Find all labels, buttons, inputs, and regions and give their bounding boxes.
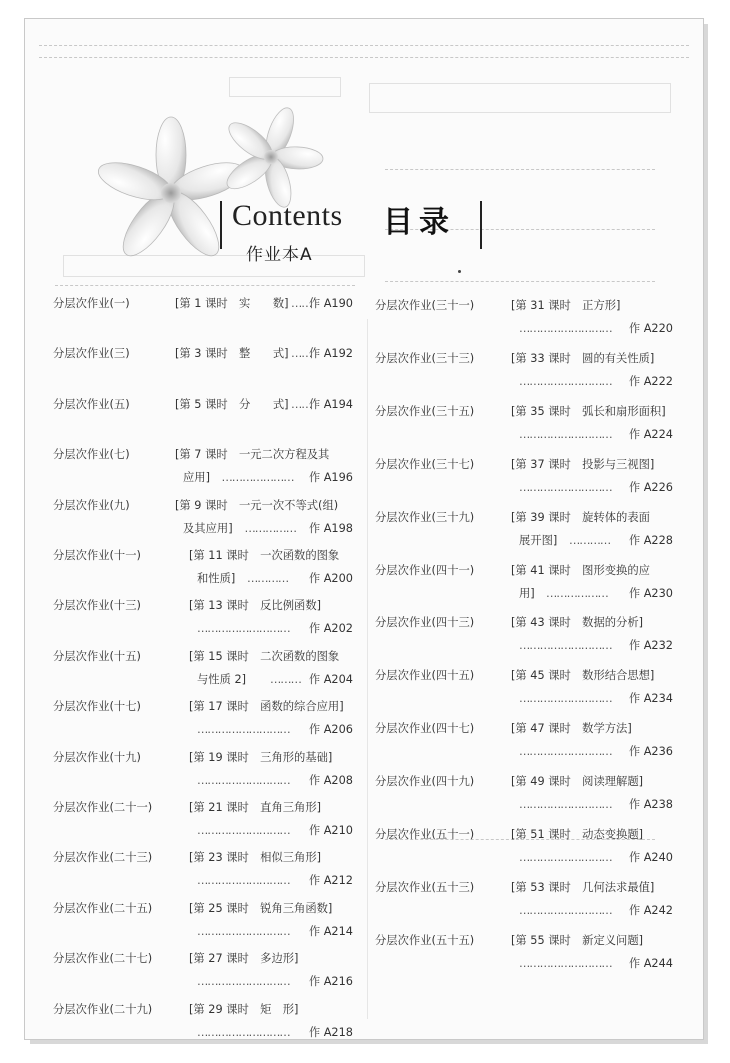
toc-entry[interactable] (53, 549, 353, 589)
toc-entry-title: 分层次作业(五十一) (375, 828, 475, 841)
toc-entry[interactable] (53, 650, 353, 690)
toc-entry-lesson: [第 45 课时 数形结合思想] (511, 669, 655, 683)
dot-leader: ……………………… (197, 622, 290, 636)
toc-entry-lesson: [第 49 课时 阅读理解题] (511, 775, 644, 789)
dot-leader: ………… (569, 533, 611, 547)
dot-leader: ……………… (546, 586, 608, 600)
toc-entry-title: 分层次作业(三) (53, 347, 130, 361)
dot-leader: ……………………… (519, 427, 612, 441)
toc-entry-title: 分层次作业(四十九) (375, 775, 475, 789)
toc-entry-page: 作 A216 (308, 975, 353, 989)
toc-entry-title: 分层次作业(四十七) (375, 722, 475, 736)
toc-entry-page: 作 A206 (308, 723, 353, 737)
toc-entry-title: 分层次作业(十五) (53, 649, 141, 663)
toc-entry-page: 作 A238 (628, 798, 673, 812)
toc-entry[interactable] (375, 722, 673, 762)
mulu-heading: 目录 (383, 205, 455, 240)
toc-entry[interactable] (53, 1003, 353, 1040)
toc-entry-page: 作 A236 (628, 745, 673, 759)
title-divider-left (220, 201, 222, 249)
toc-entry-title: 分层次作业(十九) (53, 750, 141, 764)
toc-entry[interactable] (53, 751, 353, 791)
toc-entry-lesson-cont: 用] (519, 586, 535, 600)
toc-entry-lesson: [第 1 课时 实 数] (175, 297, 289, 310)
toc-entry-page: 作 A232 (628, 639, 673, 653)
ghost-rule (39, 45, 689, 46)
toc-entry-page: 作 A204 (308, 672, 353, 686)
toc-entry-page: 作 A224 (628, 427, 673, 441)
toc-entry-page: 作 A202 (308, 622, 353, 636)
toc-entry-title: 分层次作业(七) (53, 448, 130, 462)
toc-entry-lesson: [第 53 课时 几何法求最值] (511, 880, 655, 894)
toc-entry-lesson: [第 31 课时 正方形] (511, 299, 621, 312)
dot-leader: ………… (247, 572, 289, 585)
toc-entry-lesson: [第 33 课时 圆的有关性质] (511, 351, 655, 365)
toc-entry-lesson: [第 15 课时 二次函数的图象 (189, 649, 340, 663)
toc-entry[interactable] (375, 669, 673, 709)
toc-entry-page: 作 A214 (308, 924, 353, 938)
toc-entry-page: 作 A196 (308, 471, 353, 485)
toc-entry-page: 作 A244 (628, 956, 673, 970)
toc-entry-lesson: [第 55 课时 新定义问题] (511, 933, 644, 947)
toc-entry[interactable] (53, 851, 353, 891)
toc-entry-lesson: [第 43 课时 数据的分析] (511, 616, 644, 630)
toc-entry-lesson: [第 27 课时 多边形] (189, 952, 299, 966)
title-divider-right (480, 201, 482, 249)
toc-entry-title: 分层次作业(十七) (53, 700, 141, 714)
toc-entry-title: 分层次作业(四十一) (375, 563, 475, 577)
toc-entry-lesson: [第 17 课时 函数的综合应用] (189, 700, 344, 714)
toc-entry-lesson-cont: 及其应用] (183, 521, 233, 535)
toc-entry-title: 分层次作业(二十五) (53, 901, 153, 915)
ghost-box (369, 83, 671, 113)
ghost-rule (385, 281, 655, 282)
toc-entry-title: 分层次作业(三十一) (375, 299, 475, 312)
toc-entry-lesson-cont: 应用] (183, 471, 211, 485)
toc-entry-lesson: [第 25 课时 锐角三角函数] (189, 901, 333, 915)
toc-entry[interactable] (53, 952, 353, 992)
toc-entry-title: 分层次作业(四十三) (375, 616, 475, 630)
toc-entry-page: 作 A220 (628, 322, 673, 335)
dot-leader: ……………………… (519, 851, 612, 864)
toc-entry[interactable] (53, 801, 353, 841)
toc-entry-lesson: [第 19 课时 三角形的基础] (189, 750, 333, 764)
dot-leader: ……………………… (519, 639, 612, 653)
toc-entry[interactable] (53, 700, 353, 740)
toc-entry-title: 分层次作业(五十三) (375, 880, 475, 894)
toc-entry-page: 作 A228 (628, 533, 673, 547)
toc-entry-lesson: [第 51 课时 动态变换题] (511, 828, 644, 841)
toc-entry-title: 分层次作业(九) (53, 498, 130, 512)
toc-entry-page: 作 A230 (628, 586, 673, 600)
document-page (24, 18, 704, 1040)
dot-leader: …… (291, 397, 312, 411)
toc-entry-page: 作 A240 (628, 851, 673, 864)
toc-entry-title: 分层次作业(二十一) (53, 801, 153, 814)
toc-entry-lesson: [第 21 课时 直角三角形] (189, 801, 322, 814)
toc-entry-page: 作 A198 (308, 521, 353, 535)
toc-entry-title: 分层次作业(五十五) (375, 933, 475, 947)
dot-leader: ……………………… (197, 874, 290, 888)
toc-entry-page: 作 A234 (628, 692, 673, 706)
column-divider (367, 319, 368, 1019)
toc-entry-lesson: [第 13 课时 反比例函数] (189, 599, 322, 613)
toc-entry-page: 作 A218 (308, 1025, 353, 1039)
dot-leader: ……………………… (519, 692, 612, 706)
toc-entry-lesson-cont: 与性质 2] (197, 672, 247, 686)
toc-entry-title: 分层次作业(二十七) (53, 952, 153, 966)
toc-entry-title: 分层次作业(二十三) (53, 851, 153, 865)
toc-entry-lesson: [第 9 课时 一元一次不等式(组) (175, 498, 339, 512)
toc-entry[interactable] (375, 299, 673, 339)
dot-leader: ……………………… (519, 374, 612, 388)
toc-entry-lesson: [第 29 课时 矩 形] (189, 1002, 299, 1016)
toc-entry-title: 分层次作业(二十九) (53, 1002, 153, 1016)
ghost-rule (385, 169, 655, 170)
toc-entry-page: 作 A212 (308, 874, 353, 888)
dot-leader: …… (291, 297, 312, 310)
toc-entry-page: 作 A190 (308, 297, 353, 310)
toc-entry-lesson: [第 37 课时 投影与三视图] (511, 457, 655, 471)
dot-leader: ……………………… (519, 903, 612, 917)
toc-entry[interactable] (375, 934, 673, 974)
toc-entry-title: 分层次作业(十三) (53, 599, 141, 613)
toc-entry[interactable] (53, 398, 353, 438)
toc-entry-lesson: [第 47 课时 数学方法] (511, 722, 632, 736)
ghost-box (229, 77, 341, 97)
toc-entry-lesson-cont: 展开图] (519, 533, 558, 547)
dot-leader: ……………………… (197, 773, 290, 787)
ghost-rule (39, 57, 689, 58)
toc-entry-page: 作 A200 (308, 572, 353, 585)
dot-leader: ……………………… (197, 824, 290, 837)
toc-entry-title: 分层次作业(三十九) (375, 510, 475, 524)
dot-leader: ……… (270, 672, 301, 686)
toc-entry[interactable] (375, 775, 673, 815)
toc-entry[interactable] (375, 352, 673, 392)
toc-entry-lesson: [第 39 课时 旋转体的表面 (511, 510, 650, 524)
toc-entry-lesson-cont: 和性质] (197, 572, 236, 585)
toc-entry[interactable] (53, 499, 353, 539)
toc-entry-title: 分层次作业(一) (53, 297, 130, 310)
toc-entry[interactable] (375, 458, 673, 498)
homework-subtitle: 作业本A (246, 245, 313, 265)
dot-leader: …… (291, 347, 312, 361)
toc-entry[interactable] (375, 616, 673, 656)
dot-leader: ……………………… (519, 322, 612, 335)
toc-entry-lesson: [第 41 课时 图形变换的应 (511, 563, 650, 577)
toc-entry-lesson: [第 5 课时 分 式] (175, 397, 289, 411)
dot-leader: ……………………… (519, 956, 612, 970)
toc-entry-page: 作 A210 (308, 824, 353, 837)
toc-entry[interactable] (53, 448, 353, 488)
dot-leader: ……………………… (519, 480, 612, 494)
dot-leader: ……………………… (197, 975, 290, 989)
toc-entry[interactable] (375, 405, 673, 445)
toc-entry[interactable] (53, 902, 353, 942)
toc-entry-title: 分层次作业(四十五) (375, 669, 475, 683)
toc-entry[interactable] (375, 564, 673, 604)
toc-entry[interactable] (375, 511, 673, 551)
toc-entry-title: 分层次作业(三十五) (375, 404, 475, 418)
toc-entry-page: 作 A226 (628, 480, 673, 494)
toc-entry[interactable] (375, 828, 673, 868)
toc-entry-title: 分层次作业(五) (53, 397, 130, 411)
toc-entry-page: 作 A222 (628, 374, 673, 388)
dot-leader: ………………… (221, 471, 294, 485)
toc-entry-title: 分层次作业(三十七) (375, 457, 475, 471)
toc-entry[interactable] (375, 881, 673, 921)
toc-entry-page: 作 A242 (628, 903, 673, 917)
dot-leader: ……………………… (519, 745, 612, 759)
dot-leader: ……………………… (197, 723, 290, 737)
toc-entry-lesson: [第 23 课时 相似三角形] (189, 851, 322, 865)
toc-entry-lesson: [第 35 课时 弧长和扇形面积] (511, 404, 666, 418)
toc-entry-lesson: [第 11 课时 一次函数的图象 (189, 549, 340, 562)
dot-leader: ……………………… (197, 1025, 290, 1039)
toc-entry-page: 作 A208 (308, 773, 353, 787)
ink-dot (458, 270, 461, 273)
toc-entry-page: 作 A194 (308, 397, 353, 411)
contents-word: Contents (232, 199, 343, 232)
toc-entry[interactable] (53, 297, 353, 337)
toc-entry-title: 分层次作业(十一) (53, 549, 141, 562)
dot-leader: ……………………… (519, 798, 612, 812)
dot-leader: ……………………… (197, 924, 290, 938)
toc-entry-page: 作 A192 (308, 347, 353, 361)
dot-leader: …………… (244, 521, 296, 535)
toc-entry-title: 分层次作业(三十三) (375, 351, 475, 365)
contents-title (208, 195, 508, 265)
ghost-rule (55, 285, 355, 286)
toc-entry[interactable] (53, 599, 353, 639)
toc-entry-lesson: [第 7 课时 一元二次方程及其 (175, 448, 330, 462)
toc-entry-lesson: [第 3 课时 整 式] (175, 347, 289, 361)
toc-entry[interactable] (53, 347, 353, 387)
